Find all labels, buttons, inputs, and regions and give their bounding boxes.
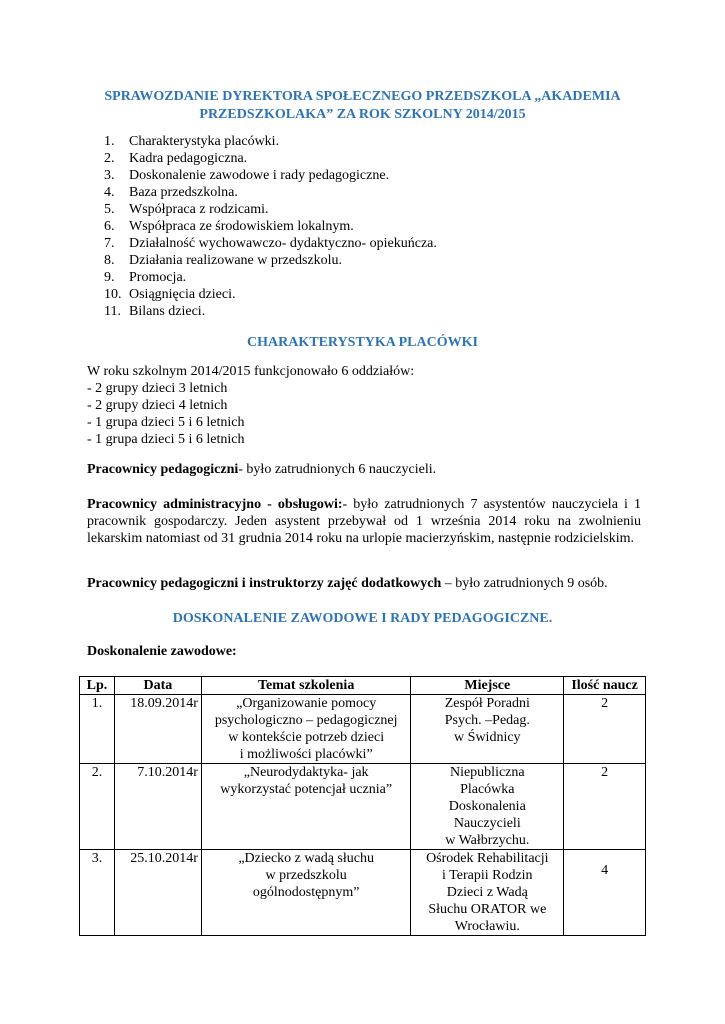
toc-item-number: 11. (104, 304, 121, 319)
header-place: Miejsce (411, 677, 564, 695)
group-line: - 1 grupa dzieci 5 i 6 letnich (87, 415, 245, 430)
topic-line: w kontekście potrzeb dzieci (228, 730, 385, 745)
group-line: - 1 grupa dzieci 5 i 6 letnich (87, 432, 245, 447)
cell-lp: 3. (80, 850, 115, 936)
header-lp: Lp. (80, 677, 115, 695)
header-count: Ilość naucz (564, 677, 646, 695)
toc-item-label: Charakterystyka placówki. (129, 134, 280, 149)
place-line: Wrocławiu. (454, 919, 520, 934)
cell-place (411, 695, 564, 764)
cell-date: 18.09.2014r (114, 695, 201, 764)
section-heading-doskonalenie: DOSKONALENIE ZAWODOWE I RADY PEDAGOGICZNE. (172, 611, 553, 626)
toc-item-label: Działalność wychowawczo- dydaktyczno- opiekuńcza. (129, 236, 437, 251)
subheading-doskonalenie: Doskonalenie zawodowe: (87, 644, 237, 659)
toc-item-number: 5. (104, 202, 115, 217)
cell-count: 2 (564, 695, 646, 764)
admin-staff-text: - było zatrudnionych 7 asystentów nauczyciela i 1 pracownik gospodarczy. Jeden asystent przebywał od 1 września 2014 roku na zwolnieniu lekarskim natomiast od 31 grudnia 2014 roku na urlopie macierzyńskim, następnie rodzicielskim. (87, 497, 641, 546)
cell-topic (201, 850, 411, 936)
toc-item-label: Kadra pedagogiczna. (129, 151, 248, 166)
cell-lp: 1. (80, 695, 115, 764)
toc-item (104, 269, 437, 286)
place-line: w Wałbrzychu. (445, 833, 530, 848)
toc-item-label: Promocja. (129, 270, 187, 285)
place-line: Placówka (460, 782, 515, 797)
instructors-text: – było zatrudnionych 9 osób. (441, 576, 608, 591)
place-line: Nauczycieli (453, 816, 521, 831)
toc-item (104, 133, 437, 150)
toc-item-number: 9. (104, 270, 115, 285)
toc-item-number: 10. (104, 287, 122, 302)
title-line-2: PRZEDSZKOLAKA” ZA ROK SZKOLNY 2014/2015 (199, 107, 526, 122)
table-header-row (80, 677, 646, 695)
instructors-paragraph (87, 575, 641, 592)
toc-item (104, 252, 437, 269)
topic-line: wykorzystać potencjał ucznia” (220, 782, 393, 797)
cell-topic (201, 764, 411, 850)
cell-date: 25.10.2014r (114, 850, 201, 936)
toc-item (104, 167, 437, 184)
cell-count: 2 (564, 764, 646, 850)
topic-line: „Dziecko z wadą słuchu (238, 851, 374, 866)
section-heading-charakterystyka: CHARAKTERYSTYKA PLACÓWKI (247, 335, 478, 350)
pedagogical-staff-paragraph (87, 461, 641, 478)
table-row (80, 850, 646, 936)
toc-item-number: 4. (104, 185, 115, 200)
group-line: - 2 grupy dzieci 4 letnich (87, 398, 228, 413)
title-line-1: SPRAWOZDANIE DYREKTORA SPOŁECZNEGO PRZEDSZKOLA „AKADEMIA (104, 89, 621, 104)
toc-item-label: Współpraca ze środowiskiem lokalnym. (129, 219, 354, 234)
place-line: Doskonalenia (448, 799, 526, 814)
topic-line: i możliwości placówki” (239, 747, 373, 762)
topic-line: psychologiczno – pedagogicznej (214, 713, 398, 728)
header-date: Data (114, 677, 201, 695)
topic-line: w przedszkolu (265, 868, 347, 883)
toc-item-label: Doskonalenie zawodowe i rady pedagogiczne. (129, 168, 390, 183)
admin-staff-paragraph (87, 496, 641, 547)
cell-place (411, 850, 564, 936)
table-row (80, 764, 646, 850)
place-line: Niepubliczna (449, 765, 525, 780)
groups-intro: W roku szkolnym 2014/2015 funkcjonowało 6 oddziałów: (87, 364, 415, 379)
table-row (80, 695, 646, 764)
place-line: Dzieci z Wadą (446, 885, 528, 900)
toc-item (104, 184, 437, 201)
toc-item-number: 3. (104, 168, 115, 183)
toc-item (104, 235, 437, 252)
place-line: Słuchu ORATOR we (428, 902, 547, 917)
toc-item (104, 150, 437, 167)
place-line: Ośrodek Rehabilitacji (426, 851, 549, 866)
place-line: i Terapii Rodzin (442, 868, 533, 883)
document-title (80, 88, 645, 124)
training-table (79, 676, 646, 936)
toc-item (104, 201, 437, 218)
place-line: w Świdnicy (454, 730, 521, 745)
toc-item (104, 303, 437, 320)
toc-item-label: Działania realizowane w przedszkolu. (129, 253, 343, 268)
toc-item-number: 1. (104, 134, 115, 149)
topic-line: „Organizowanie pomocy (236, 696, 377, 711)
pedagogical-staff-label: Pracownicy pedagogiczni (87, 462, 239, 477)
admin-staff-label: Pracownicy administracyjno - obsługowi: (87, 497, 343, 512)
toc-item-number: 7. (104, 236, 115, 251)
pedagogical-staff-text: - było zatrudnionych 6 nauczycieli. (238, 462, 437, 477)
toc-item-label: Współpraca z rodzicami. (129, 202, 269, 217)
header-topic: Temat szkolenia (201, 677, 411, 695)
groups-paragraph (87, 363, 641, 448)
table-of-contents (104, 133, 437, 320)
toc-item-label: Baza przedszkolna. (129, 185, 238, 200)
toc-item (104, 286, 437, 303)
cell-topic (201, 695, 411, 764)
place-line: Zespół Poradni (444, 696, 530, 711)
cell-place (411, 764, 564, 850)
toc-item (104, 218, 437, 235)
cell-count: 4 (564, 850, 646, 936)
topic-line: ogólnodostępnym” (252, 885, 360, 900)
cell-lp: 2. (80, 764, 115, 850)
toc-item-label: Osiągnięcia dzieci. (129, 287, 236, 302)
cell-date: 7.10.2014r (114, 764, 201, 850)
toc-item-number: 6. (104, 219, 115, 234)
toc-item-label: Bilans dzieci. (129, 304, 206, 319)
topic-line: „Neurodydaktyka- jak (243, 765, 369, 780)
group-line: - 2 grupy dzieci 3 letnich (87, 381, 228, 396)
toc-item-number: 8. (104, 253, 115, 268)
toc-item-number: 2. (104, 151, 115, 166)
place-line: Psych. –Pedag. (444, 713, 530, 728)
instructors-label: Pracownicy pedagogiczni i instruktorzy zajęć dodatkowych (87, 576, 442, 591)
